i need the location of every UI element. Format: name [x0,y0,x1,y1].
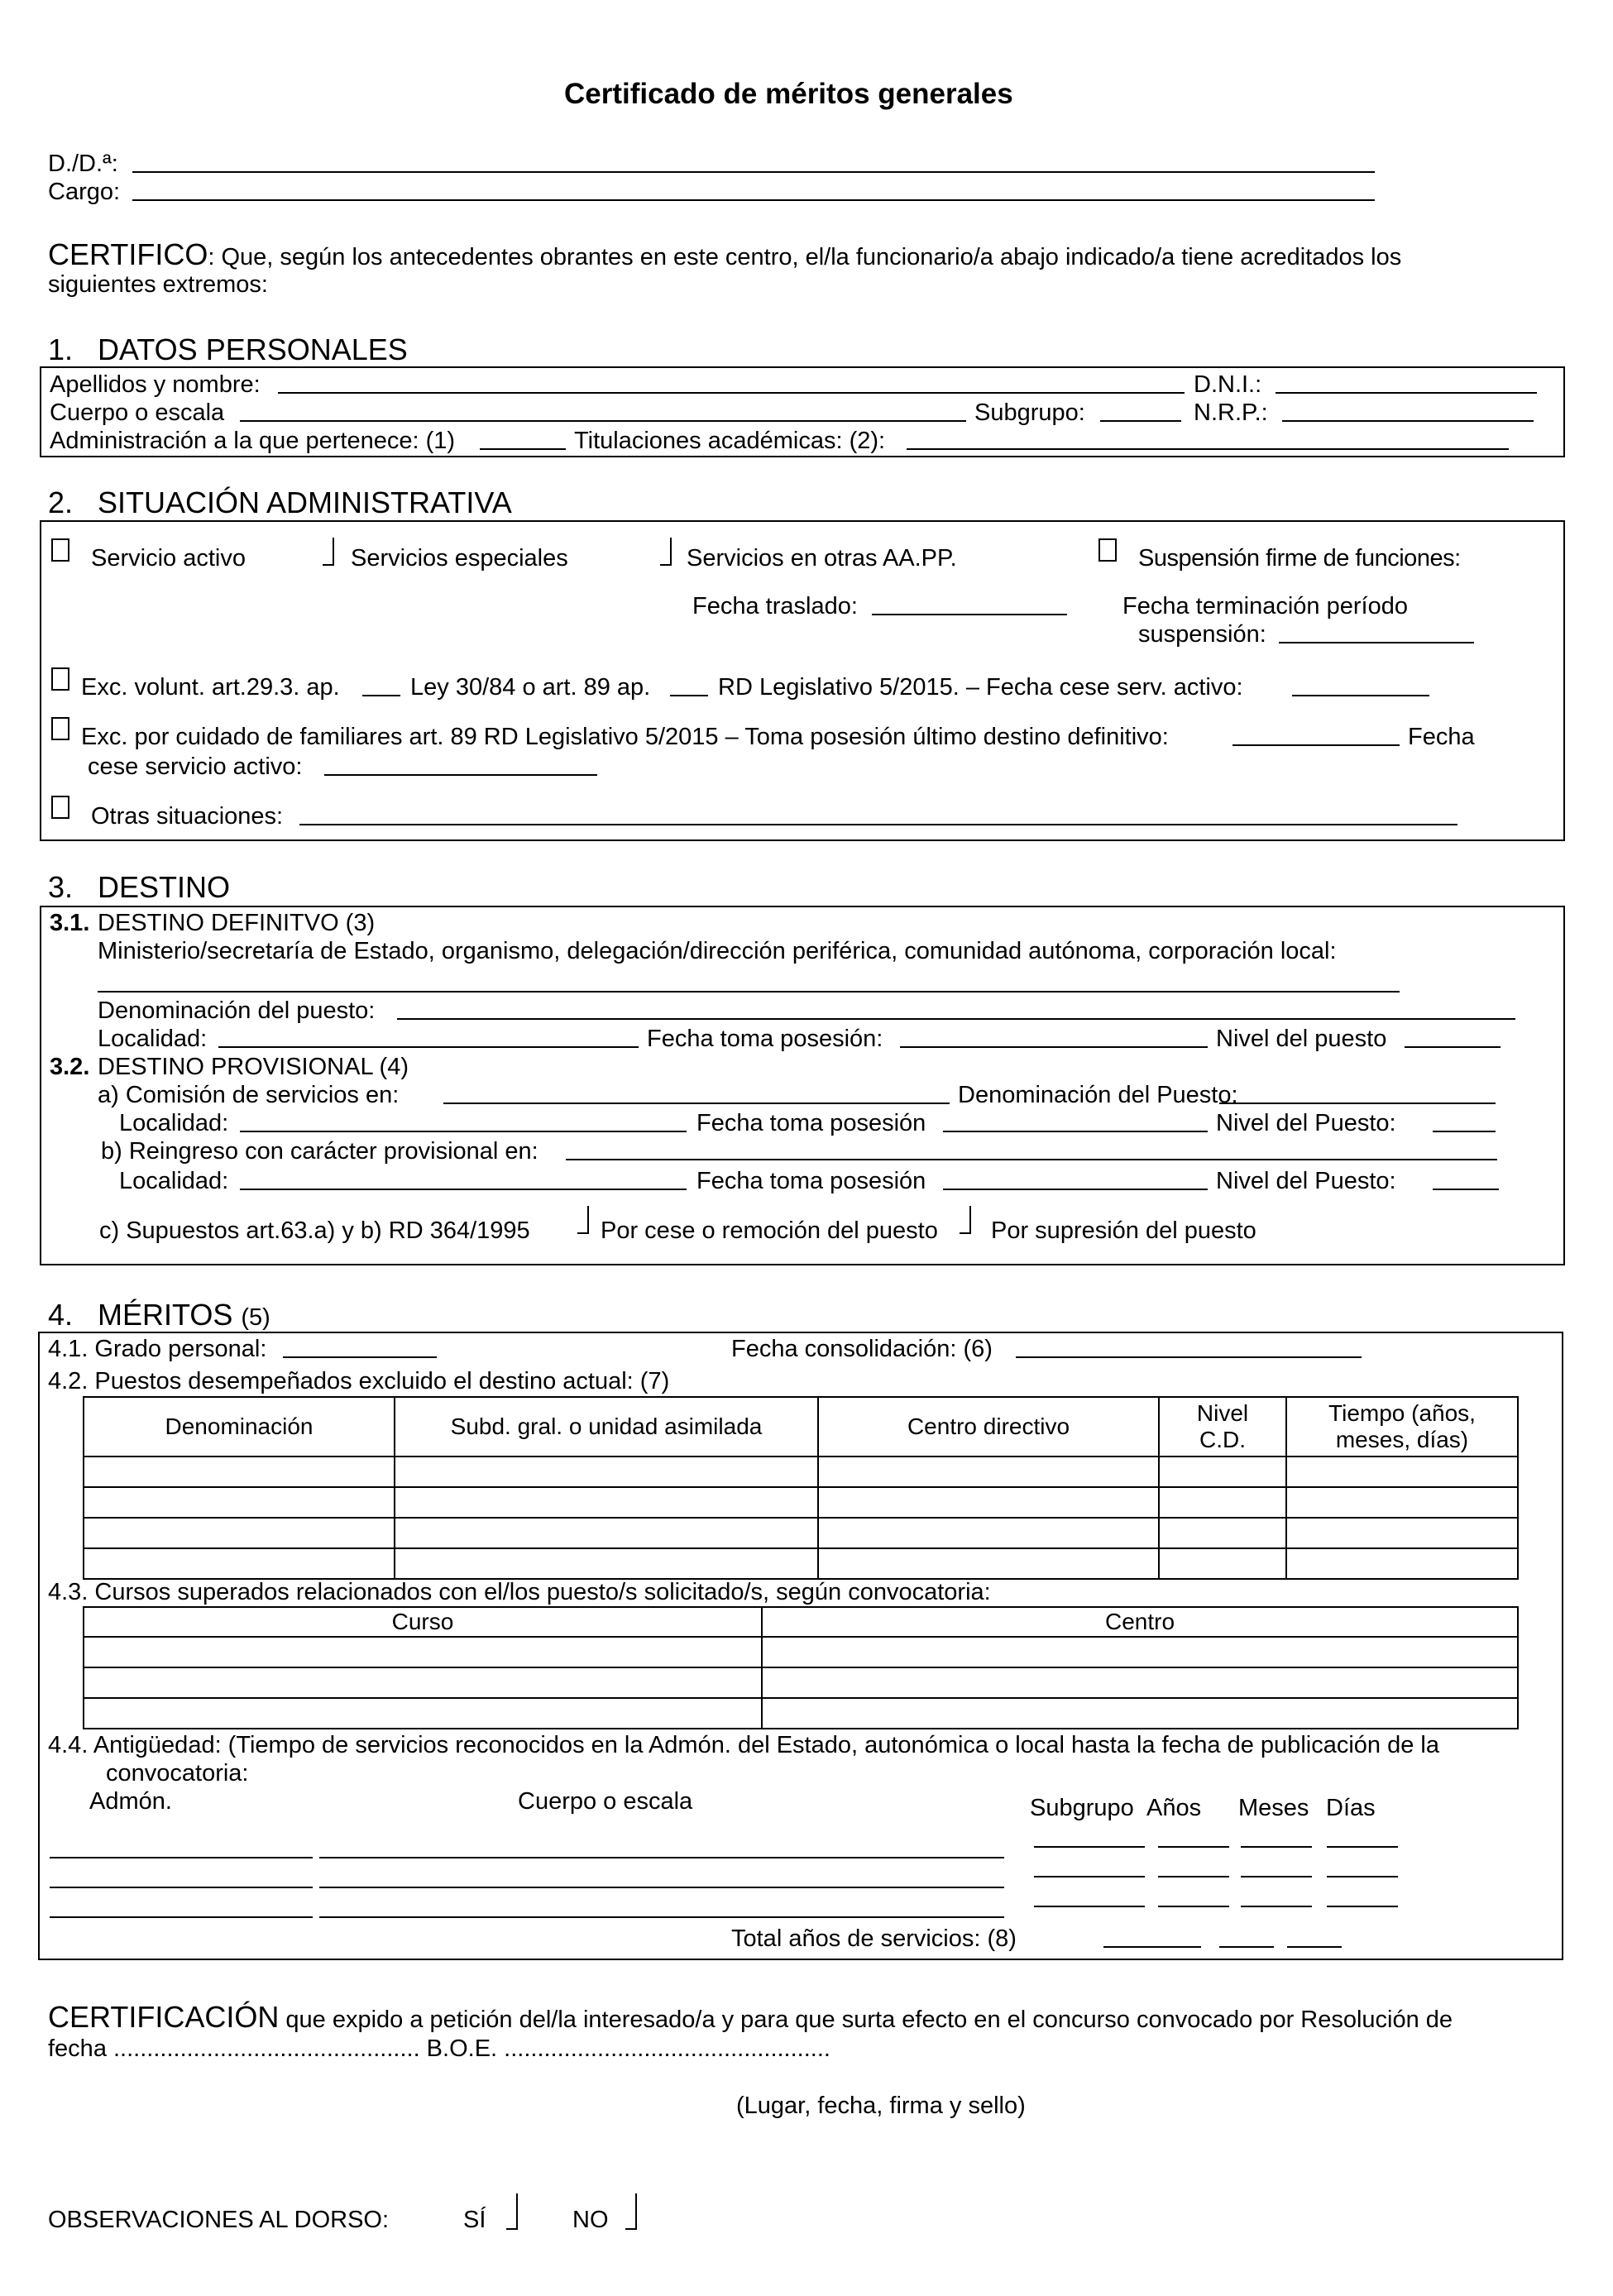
total-meses-field[interactable] [1219,1946,1274,1948]
certificacion-lead: CERTIFICACIÓN [48,2000,280,2034]
titulaciones-field[interactable] [907,448,1509,450]
localidad-a-label: Localidad: [119,1110,229,1136]
dni-label: D.N.I.: [1194,371,1262,398]
suspension-label: Suspensión firme de funciones: [1138,545,1461,572]
antiguedad-convocatoria: convocatoria: [106,1760,249,1787]
s4-number: 4. [48,1298,74,1332]
no-checkbox[interactable] [625,2193,637,2230]
ministerio-field[interactable] [98,991,1400,993]
dias-field[interactable] [1327,1906,1398,1907]
exc-volunt-rd-label: RD Legislativo 5/2015. – Fecha cese serv. activo: [718,674,1243,701]
exc-volunt-ley-label: Ley 30/84 o art. 89 ap. [410,674,651,701]
col-centro-directivo: Centro directivo [818,1397,1159,1457]
subgrupo-field[interactable] [1100,420,1181,422]
denominacion-label: Denominación del puesto: [98,997,376,1024]
certifico-text [48,237,1402,271]
page-title: Certificado de méritos generales [564,78,1013,110]
certificacion-line1: que expido a petición del/la interesado/a y para que surta efecto en el concurso convocado por Resolución de [279,2007,1453,2033]
certifico-line2: siguientes extremos: [48,271,268,298]
table-row [84,1637,1518,1667]
por-supresion-checkbox[interactable] [960,1206,971,1234]
cuerpo-escala-field[interactable] [319,1916,1004,1918]
exc-volunt-label: Exc. volunt. art.29.3. ap. [81,674,340,701]
dias-field[interactable] [1327,1846,1398,1848]
apellidos-label: Apellidos y nombre: [50,371,261,398]
table-row [84,1457,1518,1487]
s4-heading-note: (5) [241,1304,270,1331]
denominacion-puesto-label: Denominación del Puesto: [958,1082,1238,1108]
fecha-toma-b-field[interactable] [943,1189,1208,1190]
ministerio-label: Ministerio/secretaría de Estado, organismo, delegación/dirección periférica, comunidad autónoma, corporación local: [98,938,1337,964]
subgrupo-field[interactable] [1034,1906,1145,1907]
total-anos-field[interactable] [1103,1946,1201,1948]
reingreso-label: b) Reingreso con carácter provisional en: [101,1138,538,1165]
anos-col-label: Años [1146,1795,1202,1821]
fecha-cese-field[interactable] [1292,695,1429,696]
denominacion-puesto-field[interactable] [1219,1103,1496,1104]
cursos-table [83,1606,1519,1729]
por-cese-checkbox[interactable] [577,1206,589,1234]
s1-heading: DATOS PERSONALES [98,332,408,366]
exc-cuidado-checkbox[interactable] [51,717,69,740]
servicios-otras-checkbox[interactable] [660,538,672,566]
nivel-a-label: Nivel del Puesto: [1216,1110,1396,1136]
table-row [84,1548,1518,1579]
servicios-especiales-checkbox[interactable] [323,538,334,566]
localidad-a-field[interactable] [240,1131,687,1132]
si-label: SÍ [463,2207,486,2233]
meses-field[interactable] [1241,1876,1312,1877]
fecha-toma-a-field[interactable] [943,1131,1208,1132]
anos-field[interactable] [1158,1906,1229,1907]
table-row [84,1487,1518,1518]
suspension-fecha-label: suspensión: [1138,621,1266,648]
anos-field[interactable] [1158,1876,1229,1877]
total-dias-field[interactable] [1287,1946,1342,1948]
col-subd-gral: Subd. gral. o unidad asimilada [395,1397,818,1457]
admon-field[interactable] [50,1857,313,1858]
s2-number: 2. [48,486,74,519]
antiguedad-label: 4.4. Antigüedad: (Tiempo de servicios reconocidos en la Admón. del Estado, autonómica o local hasta la fecha de publicación de la [48,1732,1439,1758]
supuestos-label: c) Supuestos art.63.a) y b) RD 364/1995 [99,1217,530,1244]
col-nivel-cd: Nivel C.D. [1159,1397,1286,1457]
administracion-label: Administración a la que pertenece: (1) [50,428,456,454]
otras-label: Otras situaciones: [91,803,284,830]
observaciones-label: OBSERVACIONES AL DORSO: [48,2207,390,2233]
subgrupo-field[interactable] [1034,1846,1145,1848]
meses-field[interactable] [1241,1906,1312,1907]
puestos-label: 4.2. Puestos desempeñados excluido el destino actual: (7) [48,1368,670,1394]
table-row [84,1698,1518,1729]
dd-field[interactable] [132,171,1375,173]
reingreso-field[interactable] [566,1159,1497,1160]
grado-label: 4.1. Grado personal: [48,1336,267,1362]
suspension-checkbox[interactable] [1098,538,1117,562]
administracion-field[interactable] [480,448,566,450]
comision-label: a) Comisión de servicios en: [98,1082,400,1108]
por-supresion-label: Por supresión del puesto [991,1217,1256,1244]
cuerpo-escala-label: Cuerpo o escala [518,1788,693,1815]
apellidos-field[interactable] [278,392,1185,394]
no-label: NO [572,2207,609,2233]
col-curso: Curso [84,1607,762,1637]
cargo-field[interactable] [132,199,1375,201]
dni-field[interactable] [1276,392,1537,394]
exc-cuidado-label: Exc. por cuidado de familiares art. 89 RD Legislativo 5/2015 – Toma posesión último destino definitivo: [81,724,1169,750]
exc-cuidado-cese-field[interactable] [324,774,597,776]
s3-heading: DESTINO [98,870,231,904]
fecha-traslado-label: Fecha traslado: [692,593,858,619]
admon-label: Admón. [89,1788,172,1815]
table-row [84,1518,1518,1548]
s1-number: 1. [48,332,74,366]
nrp-field[interactable] [1282,420,1534,422]
localidad-field[interactable] [218,1046,639,1048]
comision-field[interactable] [443,1103,950,1104]
cuerpo-field[interactable] [240,420,966,422]
servicio-activo-label: Servicio activo [91,545,246,572]
destino-definitivo-label: DESTINO DEFINITVO (3) [98,910,376,936]
subgrupo-col-label: Subgrupo [1030,1795,1134,1821]
puestos-table [83,1396,1519,1580]
cargo-label: Cargo: [48,179,121,205]
localidad-b-label: Localidad: [119,1168,229,1194]
exc-volunt-checkbox[interactable] [51,667,69,691]
si-checkbox[interactable] [506,2193,518,2230]
nivel-a-field[interactable] [1433,1131,1496,1132]
exc-cuidado-cese-label: cese servicio activo: [88,753,303,780]
admon-field[interactable] [50,1916,313,1918]
firma-text: (Lugar, fecha, firma y sello) [736,2093,1026,2119]
fecha-traslado-field[interactable] [872,614,1067,615]
meses-col-label: Meses [1238,1795,1309,1821]
nrp-label: N.R.P.: [1194,399,1268,426]
toma-posesion-field[interactable] [1232,744,1400,746]
fecha-consolidacion-label: Fecha consolidación: (6) [731,1336,993,1362]
otras-field[interactable] [299,824,1457,825]
meses-field[interactable] [1241,1846,1312,1848]
nivel-label: Nivel del puesto [1216,1026,1387,1052]
s3-2-number: 3.2. [50,1054,90,1080]
certificacion-line2: fecha .............................................. B.O.E. ................................................. [48,2035,830,2062]
s3-number: 3. [48,870,74,904]
servicios-especiales-label: Servicios especiales [351,545,568,572]
exc-volunt-ap-field[interactable] [362,695,400,696]
cursos-label: 4.3. Cursos superados relacionados con el/los puesto/s solicitado/s, según convocatoria: [48,1579,991,1605]
destino-provisional-label: DESTINO PROVISIONAL (4) [98,1054,409,1080]
fecha-consolidacion-field[interactable] [1016,1356,1362,1358]
exc-cuidado-fecha-label: Fecha [1408,724,1475,750]
col-centro: Centro [762,1607,1518,1637]
localidad-label: Localidad: [98,1026,208,1052]
certificacion-text [48,2002,1453,2032]
nivel-b-field[interactable] [1433,1189,1499,1190]
col-tiempo: Tiempo (años, meses, días) [1286,1397,1518,1457]
s4-heading-text: MÉRITOS [98,1298,233,1332]
suspension-fecha-field[interactable] [1279,642,1474,643]
s4-heading [98,1300,270,1330]
fecha-toma-a-label: Fecha toma posesión [696,1110,926,1136]
dias-col-label: Días [1326,1795,1376,1821]
cuerpo-escala-field[interactable] [319,1887,1004,1888]
fecha-toma-b-label: Fecha toma posesión [696,1168,926,1194]
dd-label: D./D.ª: [48,151,118,177]
certifico-lead: CERTIFICO [48,237,208,271]
denominacion-field[interactable] [397,1018,1515,1020]
subgrupo-label: Subgrupo: [974,399,1085,426]
certifico-line1: : Que, según los antecedentes obrantes en este centro, el/la funcionario/a abajo indicado/a tiene acreditados los [208,244,1402,270]
col-denominacion: Denominación [84,1397,395,1457]
titulaciones-label: Titulaciones académicas: (2): [574,428,886,454]
admon-field[interactable] [50,1887,313,1888]
por-cese-label: Por cese o remoción del puesto [601,1217,938,1244]
dias-field[interactable] [1327,1876,1398,1877]
grado-field[interactable] [283,1356,437,1358]
localidad-b-field[interactable] [240,1189,687,1190]
s2-heading: SITUACIÓN ADMINISTRATIVA [98,486,512,519]
nivel-field[interactable] [1405,1046,1501,1048]
s3-1-number: 3.1. [50,910,90,936]
anos-field[interactable] [1158,1846,1229,1848]
fecha-toma-label: Fecha toma posesión: [647,1026,883,1052]
nivel-b-label: Nivel del Puesto: [1216,1168,1396,1194]
servicio-activo-checkbox[interactable] [51,538,69,562]
table-row [84,1667,1518,1698]
fecha-terminacion-label: Fecha terminación período [1122,593,1408,619]
servicios-otras-label: Servicios en otras AA.PP. [687,545,957,572]
cuerpo-label: Cuerpo o escala [50,399,225,426]
subgrupo-field[interactable] [1034,1876,1145,1877]
fecha-toma-field[interactable] [900,1046,1208,1048]
exc-volunt-art-field[interactable] [670,695,708,696]
otras-checkbox[interactable] [51,796,69,819]
cuerpo-escala-field[interactable] [319,1857,1004,1858]
total-label: Total años de servicios: (8) [731,1925,1017,1952]
